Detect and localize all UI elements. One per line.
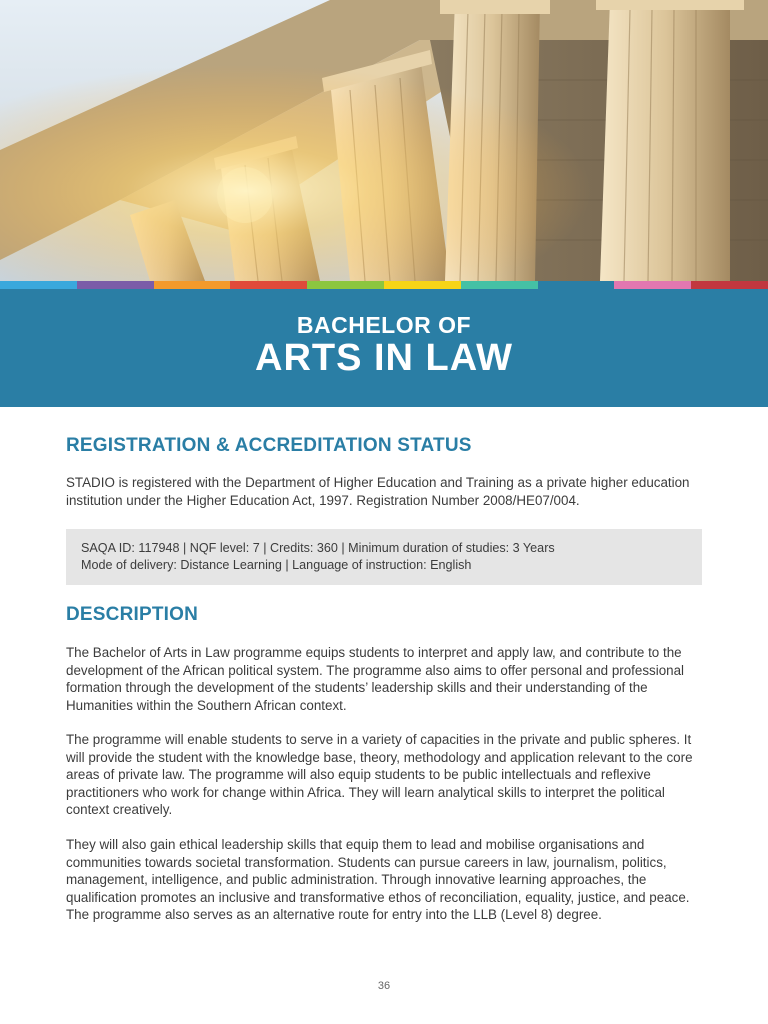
info-line-2: Mode of delivery: Distance Learning | Language of instruction: English [81, 558, 472, 572]
degree-type: BACHELOR OF [296, 312, 472, 338]
description-heading: DESCRIPTION [66, 604, 199, 625]
description-paragraph-2: The programme will enable students to serve in a variety of capacities in the private and public spheres. It will provide the student with the knowledge base, theory, methodology and application relevant to the core areas of private law. The programme will also equip students to be public intellectuals and reflexive practitioners who work for change within Africa. They will learn analytical skills to interpret the political context creatively. [66, 732, 693, 817]
registration-text: STADIO is registered with the Department of Higher Education and Training as a private higher education institution under the Higher Education Act, 1997. Registration Number 2008/HE07/004. [66, 475, 690, 508]
color-strip-segment [461, 281, 538, 289]
color-strip-segment [77, 281, 154, 289]
color-strip [0, 281, 768, 289]
color-strip-segment [384, 281, 461, 289]
color-strip-segment [230, 281, 307, 289]
degree-title: ARTS IN LAW [255, 337, 513, 379]
color-strip-segment [538, 281, 615, 289]
color-strip-segment [691, 281, 768, 289]
registration-heading: REGISTRATION & ACCREDITATION STATUS [66, 435, 472, 456]
color-strip-segment [614, 281, 691, 289]
page-number: 36 [377, 980, 391, 992]
description-paragraph-3: They will also gain ethical leadership skills that equip them to lead and mobilise organisations and communities towards societal transformation. Students can pursue careers in law, journalism, politics, management, intelligence, and public administration. Through innovative learning approaches, the qualification promotes an inclusive and transformative ethos of reconciliation, equality, justice, and peace. The programme also serves as an alternative route for entry into the LLB (Level 8) degree. [66, 837, 690, 922]
qualification-info-box [66, 529, 702, 585]
hero-columns-image [0, 0, 768, 281]
description-paragraph-1: The Bachelor of Arts in Law programme equips students to interpret and apply law, and contribute to the development of the African political system. The programme also aims to offer personal and professional formation through the development of the students’ leadership skills and their understanding of the Humanities within the Southern African context. [66, 645, 685, 713]
color-strip-segment [0, 281, 77, 289]
info-line-1: SAQA ID: 117948 | NQF level: 7 | Credits: 360 | Minimum duration of studies: 3 Years [81, 541, 555, 555]
title-banner [0, 289, 768, 407]
color-strip-segment [154, 281, 231, 289]
color-strip-segment [307, 281, 384, 289]
